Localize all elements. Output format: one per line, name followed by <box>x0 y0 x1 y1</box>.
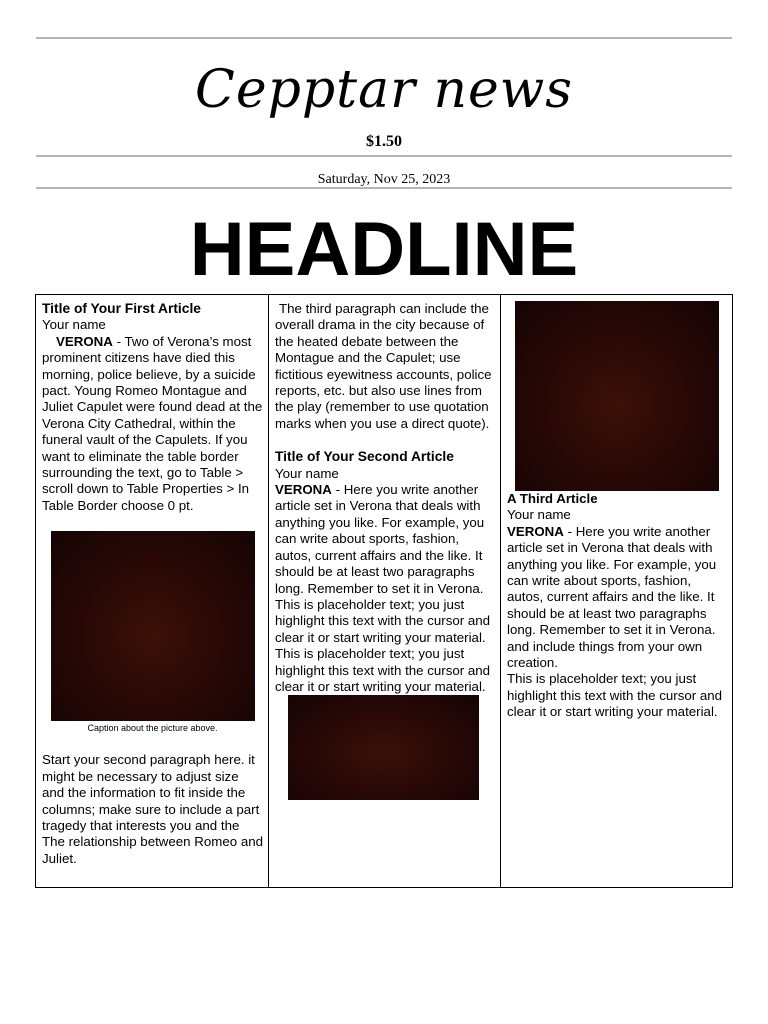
issue-date: Saturday, Nov 25, 2023 <box>317 172 451 187</box>
article1-paragraph3: The third paragraph can include the overall drama in the city because of the heated debate between the Montague and the Capulet; use fictitious eyewitness accounts, police reports, etc. but also use lines from the play (remember to use quotation marks when you use a direct quote). <box>275 301 492 431</box>
article2-dateline: VERONA <box>275 482 332 498</box>
article1-paragraph2: Start your second paragraph here. it might be necessary to adjust size and the information to fit inside the columns; make sure to include a part tragedy that interests you and the The relationship between Romeo and Juliet. <box>42 752 264 866</box>
article1-title: Title of Your First Article <box>42 301 201 316</box>
price-label: $1.50 <box>366 133 402 150</box>
masthead-title: Cepptar news <box>195 60 573 120</box>
article3-byline: Your name <box>507 507 571 523</box>
article2-placeholder-1: This is placeholder text; you just highlight this text with the cursor and clear it or start writing your material. <box>275 596 491 645</box>
article3-body-text: - Here you write another article set in Verona that deals with anything you like. For example, you can write about sports, fashion, autos, current affairs and the like. It should be at least two paragraphs long. Remember to set it in Verona. and include things from your own creation. <box>507 523 717 671</box>
article3-dateline: VERONA <box>507 523 564 539</box>
article3-placeholder: This is placeholder text; you just highlight this text with the cursor and clear it or start writing your material. <box>507 671 723 720</box>
column-3 <box>501 295 731 887</box>
top-rule <box>36 37 732 39</box>
article1-lead <box>42 334 263 514</box>
article2-body-text: - Here you write another article set in Verona that deals with anything you like. For example, you can write about sports, fashion, autos, current affairs and the like. It should be at least two paragraphs long. Remember to set it in Verona. <box>275 482 485 596</box>
article1-lead-text: - Two of Verona’s most prominent citizens have died this morning, police believe, by a suicide pact. Young Romeo Montague and Juliet Capulet were found dead at the Verona City Cathedral, within the funeral vault of the Capulets. If you want to eliminate the table border surrounding the text, go to Table > scroll down to Table Properties > In Table Border choose 0 pt. <box>42 333 263 513</box>
article2-byline: Your name <box>275 465 339 481</box>
article1-photo <box>51 531 255 721</box>
article3-photo <box>515 301 719 491</box>
column-1 <box>36 295 269 887</box>
article3-title: A Third Article <box>507 491 598 506</box>
article1-caption: Caption about the picture above. <box>87 723 218 734</box>
price-rule <box>36 155 732 157</box>
headline: HEADLINE <box>189 207 579 292</box>
article2-body <box>275 482 495 597</box>
article2-title: Title of Your Second Article <box>275 449 454 465</box>
date-rule <box>36 187 732 189</box>
column-2 <box>269 295 501 887</box>
article2-photo <box>288 695 479 800</box>
article2-placeholder-2: This is placeholder text; you just highlight this text with the cursor and clear it or start writing your material. <box>275 646 491 694</box>
article-columns <box>35 294 733 888</box>
article3-body <box>507 524 726 672</box>
article1-dateline: VERONA <box>56 333 113 349</box>
article1-byline: Your name <box>42 317 106 333</box>
